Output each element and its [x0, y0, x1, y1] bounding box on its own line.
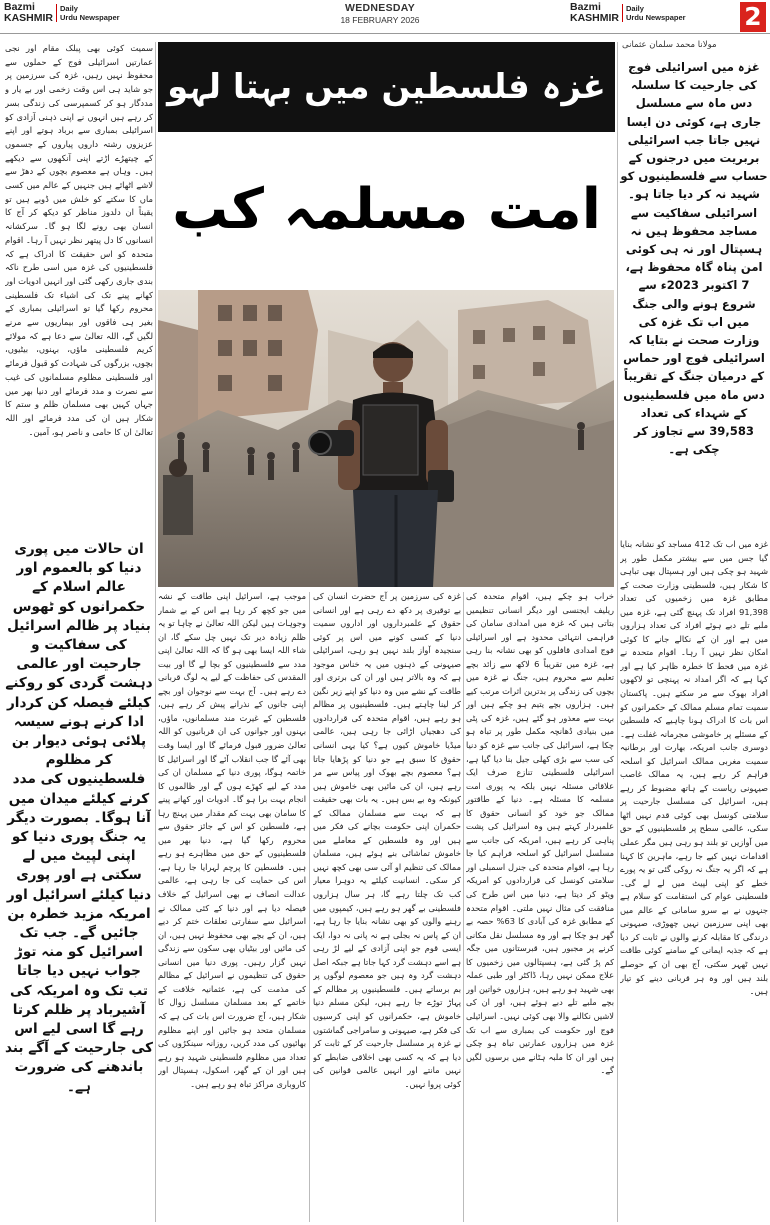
brand-name-line1: Bazmi [4, 1, 35, 13]
headline-block [158, 42, 615, 285]
right-lead-column: غزہ میں اسرائیلی فوج کی جارحیت کا سلسلہ دس ماہ سے مسلسل جاری ہے، کوئی دن ایسا نہیں جاتا جب اسرائیلی بربریت میں درجنوں کے حساب سے فلسطینیوں کو شہید نہ کر دیا جاتا ہو۔ اسرائیلی سفاکیت سے مساجد محفوظ ہیں نہ ہسپتال اور نہ ہی کوئی امن پناہ گاہ محفوظ ہے، 7 اکتوبر 2023ء سے شروع ہونے والی جنگ میں اب تک غزہ کی وزارت صحت نے بتایا کہ اسرائیلی فوج اور حماس کے درمیان جنگ کے تقریباً دس ماہ میں فلسطینیوں کے شہداء کی تعداد 39,583 سے تجاوز کر چکی ہے۔ [620, 60, 768, 457]
author-byline: مولانا محمد سلمان عثمانی [622, 40, 717, 50]
brand-right [570, 2, 686, 24]
brand-name-line2: KASHMIR [570, 12, 619, 24]
rubble-scene-illustration [158, 290, 614, 587]
issue-date-text: 18 FEBRUARY 2026 [340, 15, 420, 25]
page-number: 2 [740, 2, 766, 32]
body-column-3: خراب ہو چکے ہیں، اقوام متحدہ کی ریلیف ایجنسی اور دیگر انسانی تنظیمیں بتاتی ہیں کہ غزہ میں امدادی سامان کی فراہمی انتہائی محدود ہے اور اسرائیلی فوج امدادی قافلوں کو بھی نشانہ بنا رہی ہے، غزہ میں تقریباً 6 لاکھ سے زائد بچے تعلیم سے محروم ہیں، جنگ نے غزہ میں بچوں کی زندگی پر بدترین اثرات مرتب کیے ہیں۔ ہزاروں بچے یتیم ہو چکے ہیں اور بہت سے معذور ہو گئے ہیں، غزہ کی پٹی میں بنیادی ڈھانچہ مکمل طور پر تباہ ہو چکا ہے، اسرائیل کی جانب سے غزہ کو دنیا کی سب سے بڑی کھلی جیل بنا دیا گیا ہے، اسرائیلی فلسطینی تنازع صرف ایک علاقائی مسئلہ نہیں بلکہ یہ پوری امت مسلمہ کا مسئلہ ہے۔ دنیا کے طاقتور ممالک جو خود کو انسانی حقوق کا علمبردار کہتے ہیں وہ اسرائیل کی پشت پناہی کر رہے ہیں، امریکہ کی جانب سے مسلسل اسرائیل کو اسلحہ فراہم کیا جا رہا ہے، اقوام متحدہ کی جنرل اسمبلی اور سلامتی کونسل کی قراردادوں کو امریکہ ویٹو کر دیتا ہے، دنیا میں اس طرح کی منافقت کی مثال نہیں ملتی۔ اقوام متحدہ کے مطابق غزہ کی آبادی کا 63% حصہ بے گھر ہو چکا ہے اور وہ مسلسل نقل مکانی کرنے پر مجبور ہیں، قبرستانوں میں جگہ کم پڑ گئی ہے، ہسپتالوں میں زخمیوں کا علاج ممکن نہیں رہا، ڈاکٹر اور طبی عملہ بھی شہید ہو رہے ہیں، ہزاروں خواتین اور بچے ملبے تلے دبے ہوئے ہیں، اور ان کی لاشیں نکالنے والا بھی کوئی نہیں۔ اسرائیلی فوج اور حکومت کی بمباری سے اب تک غزہ میں ہزاروں عمارتیں تباہ ہو چکی ہیں اور ان کا ملبہ ہٹانے میں برسوں لگیں گے۔ [466, 591, 614, 1076]
headline-primary: غزہ فلسطین میں بہتا لہو [158, 42, 615, 132]
brand-name [4, 2, 53, 24]
body-column-1: موجب ہے، اسرائیل اپنی طاقت کے نشہ میں جو کچھ کر رہا ہے اس کے بے شمار وجوہات ہیں لیکن اللہ تعالیٰ نے چاہا تو یہ ظلم زیادہ دیر تک نہیں چل سکے گا، ان شاء اللہ ایسا بھی ہو گا کہ اللہ تعالیٰ اپنی مدد سے فلسطینیوں کو بچا لے گا اور بیت المقدس کی حفاظت کے لیے یہ لوگ قربانی دے رہے ہیں۔ آج بہت سے نوجوان اور بچے اپنی جانوں کے نذرانے پیش کر رہے ہیں، فلسطین کے غیرت مند مسلمانوں، ماؤں، بہنوں اور جوانوں کی ان قربانیوں کو اللہ تعالیٰ ضرور قبول فرمائے گا اور ایسا وقت بھی آئے گا جب انقلاب آئے گا اور اسرائیل کا خاتمہ ہوگا، پوری دنیا کے مسلمان ان کی مدد کے لیے کھڑے ہوں گے اور ظالموں کا انجام بہت برا ہو گا۔ ادویات اور کھانے پینے کا سامان بھی بہت کم مقدار میں پہنچ رہا ہے، فلسطین کو اس کے جائز حقوق سے محروم رکھا گیا ہے، دنیا بھر میں فلسطینیوں کے حق میں مظاہرے ہو رہے ہیں۔ فلسطین کا پرچم لہرایا جا رہا ہے، اس کی حمایت کی جا رہی ہے، عالمی عدالت انصاف نے بھی اسرائیل کے خلاف فیصلہ دیا ہے اور دنیا کے کئی ممالک نے اسرائیل سے سفارتی تعلقات ختم کر دیے ہیں، ان کے بچے بھی محفوظ نہیں ہیں، ان کی مائیں اور بیٹیاں بھی سکون سے زندگی نہیں گزار رہیں۔ پوری دنیا میں انسانی حقوق کی تنظیموں نے اسرائیل کے مظالم کی مذمت کی ہے، عثمانیہ خلافت کے خاتمے کے بعد مسلمان مسلسل زوال کا شکار ہیں، آج ضرورت اس بات کی ہے کہ مسلمان متحد ہو جائیں اور اپنے مظلوم بھائیوں کی مدد کریں، روزانہ سینکڑوں کی تعداد میں مظلوم فلسطینی شہید ہو رہے ہیں اور ان کے گھر، اسکول، ہسپتال اور کاروباری مراکز تباہ ہو رہے ہیں۔ [158, 591, 306, 1089]
brand-sub-line2: Urdu Newspaper [626, 13, 686, 22]
news-photo [158, 290, 614, 587]
body-column-2: غزہ کی سرزمین پر آج حضرت انسان کی بے توقیری پر دکھ دے رہی ہے اور انسانی حقوق کے علمبرداروں اور اداروں سمیت دنیا کے کسی کونے میں اس پر کوئی سنجیدہ آواز بلند نہیں ہو رہی، اسرائیلی صیہونی کے ذہنوں میں یہ خناس موجود ہے کہ وہ بالاتر ہیں اور ان کی برتری اور طاقت کے نشے میں وہ دنیا کو اپنے زیر نگین کر لینا چاہتے ہیں۔ فلسطینیوں پر مظالم ہو رہے ہیں، اقوام متحدہ کی قراردادوں کی دھجیاں اڑائی جا رہی ہیں، عالمی میڈیا خاموش کیوں ہے؟ کیا یہی انسانی حقوق کا سبق ہے جو دنیا کو پڑھایا جاتا ہے؟ معصوم بچے بھوک اور پیاس سے مر رہے ہیں، ان کی مائیں بھی خاموش ہیں کیونکہ وہ بے بس ہیں۔ یہ بات بھی حقیقت ہے کہ بہت سے مسلمان ممالک کے حکمران اپنی حکومت بچانے کی فکر میں ہیں اور وہ فلسطین کے معاملے میں خاموش تماشائی بنے ہوئے ہیں، مسلمان ممالک کی تنظیم او آئی سی بھی کچھ نہیں کر سکی۔ انسانیت کیلئے یہ دوہرا معیار کب تک چلتا رہے گا، ہر سال ہزاروں فلسطینی بے گھر ہو رہے ہیں، کیمپوں میں رہنے والوں کو بھی نشانہ بنایا جا رہا ہے، ان کے پاس نہ بجلی ہے نہ پانی نہ دوا، ایک ایسی قوم جو اپنی آزادی کے لیے لڑ رہی ہے اسے دہشت گرد کہا جاتا ہے جبکہ اصل دہشت گرد وہ ہیں جو معصوم لوگوں پر بم برساتے ہیں۔ فلسطینیوں پر مظالم کے پہاڑ توڑے جا رہے ہیں، لیکن مسلم دنیا خاموش ہے، حکمرانوں کو اپنی کرسیوں کی فکر ہے، صیہونی و سامراجی گماشتوں نے غزہ پر مسلسل جارحیت کر کے ثابت کر دیا ہے کہ یہ کسی بھی اخلاقی ضابطے کو نہیں مانتے اور انہیں عالمی قوانین کی کوئی پروا نہیں۔ [313, 591, 461, 1089]
left-column-text: سمیت کوئی بھی پبلک مقام اور نجی عمارتیں اسرائیلی فوج کے حملوں سے محفوظ نہیں رہیں، غزہ کی سرزمین پر جو شاید ہی اس وقت زخمی اور بے یار و مددگار ہو کر کسمپرسی کی زندگی بسر کر رہے ہیں انہوں نے اپنی ذہنی آزادی کو اسرائیلی بمباری سے برباد ہوتے اور اپنے عزیزوں رشتہ داروں پیاروں کے جسموں کے چیتھڑے اڑتے اپنی آنکھوں سے دیکھے ہیں۔ وہاں ہے معصوم بچوں کے دھڑ سے لاشے اٹھائے ہیں جنہیں کے عالم میں کسی ماں کا سکتے کو خلش میں ڈوبے ہیں تو یقیناً ان دلدوز مناظر کو دیکھ کر آج کا انسان بھی رونے لگا ہو گا۔ سرکشانہ انسانوں کا دل پیتھر نظر نہیں آ رہا۔ اقوام متحدہ کو اس حقیقت کا ادراک ہے کہ فلسطینیوں کی غزہ میں اسی طرح ناکہ بندی جاری رکھی گئی اور انہیں ادویات اور کھانے پینے تک کی اشیاء تک فلسطینی محروم رکھا گیا تو اسرائیلی بمباری کے بغیر ہی فاقوں اور بیماریوں سے مرنے لگیں گے، اللہ تعالیٰ سے دعا ہے کہ مولائے کریم فلسطینی ماؤں، بہنوں، بیٹیوں، بچوں، بزرگوں کی شہادت کو قبول فرمائے اور فلسطینی مظلوم مسلمانوں کی غیب سے نصرت و مدد فرمائے اور دنیا بھر میں جہاں کہیں بھی مسلمان ظلم و ستم کا شکار ہیں ان کی مدد فرمائے اور اللہ تعالیٰ ان کا حامی و ناصر ہو، آمین۔ [5, 43, 153, 437]
headline-secondary: امت مسلمہ کب [172, 177, 601, 242]
brand-name [570, 2, 619, 24]
column-divider [309, 592, 310, 1222]
column-divider [617, 42, 618, 1222]
issue-date [300, 2, 460, 25]
brand-subtitle [56, 4, 120, 22]
brand-subtitle [622, 4, 686, 22]
brand-sub-line2: Urdu Newspaper [60, 13, 120, 22]
issue-day: WEDNESDAY [345, 2, 415, 14]
brand-sub-line1: Daily [60, 4, 78, 13]
brand-left [4, 2, 120, 24]
column-divider [463, 592, 464, 1222]
masthead [0, 0, 770, 34]
brand-name-line1: Bazmi [570, 1, 601, 13]
column-divider [155, 42, 156, 1222]
brand-name-line2: KASHMIR [4, 12, 53, 24]
left-bold-column: ان حالات میں پوری دنیا کو بالعموم اور عالم اسلام کے حکمرانوں کو ٹھوس بنیاد پر ظالم اسرائیل کی سفاکیت و جارحیت اور عالمی دہشت گردی کو روکنے کیلئے فیصلہ کن کردار ادا کرنے ہونے سیسہ پلائی ہوئی دیوار بن کر مظلوم فلسطینیوں کی مدد کرنے کیلئے میدان میں آنا ہوگا۔ بصورت دیگر یہ جنگ پوری دنیا کو اپنی لپیٹ میں لے سکتی ہے اور پوری دنیا کیلئے اسرائیل اور امریکہ مزید خطرہ بن جائیں گے۔ جب تک اسرائیل کو منہ توڑ جواب نہیں دیا جاتا تب تک وہ امریکہ کی آشیرباد پر ظلم کرتا رہے گا اسی لیے اس کی جارحیت کے آگے بند باندھنے کی ضرورت ہے۔ [5, 541, 153, 1095]
body-column-4: غزہ میں اب تک 412 مساجد کو نشانہ بنایا گیا جس میں سے بیشتر مکمل طور پر شہید ہو چکی ہیں اور ہسپتال بھی تباہی کا شکار ہیں، فلسطینی وزارت صحت کے مطابق غزہ میں زخمیوں کی تعداد 91,398 افراد تک پہنچ گئی ہے، غزہ میں ملبے تلے دبے ہوئے افراد کی تعداد ہزاروں میں ہے اور ان کے نکالے جانے کا کوئی امکان نظر نہیں آ رہا۔ اقوام متحدہ نے غزہ میں قحط کا خطرہ ظاہر کیا ہے اور کہا ہے کہ اگر امداد نہ پہنچی تو لاکھوں افراد بھوک سے مر سکتے ہیں۔ پاکستان سمیت تمام مسلم ممالک کے حکمرانوں کو اس بات کا ادراک ہونا چاہیے کہ فلسطین کے مسئلے پر خاموشی مجرمانہ غفلت ہے۔ دوسری جانب امریکہ، بھارت اور برطانیہ سمیت مغربی ممالک اسرائیل کو اسلحہ فراہم کر رہے ہیں، یہ ممالک غاصب صیہونی ریاست کے ہاتھ مضبوط کر رہے ہیں، اسرائیل کی مسلسل جارحیت پر سلامتی کونسل بھی کوئی قدم نہیں اٹھا سکی، عالمی سطح پر فلسطینیوں کے حق میں آوازیں تو بلند ہو رہی ہیں مگر عملی اقدامات نہیں کیے جا رہے، ماہرین کا کہنا ہے کہ اگر یہ جنگ نہ روکی گئی تو یہ پورے خطے کو اپنی لپیٹ میں لے لے گی۔ فلسطینی عوام کی استقامت کو سلام ہے جنہوں نے بے سرو سامانی کے عالم میں بھی اپنی سرزمین نہیں چھوڑی، صیہونی درندگی کا مقابلہ کرنے والوں نے ثابت کر دیا ہے کہ جذبہ ایمانی کے سامنے کوئی طاقت نہیں ٹھہر سکتی، آج بھی ان کے حوصلے بلند ہیں اور وہ ہر قربانی دینے کو تیار ہیں۔ [620, 539, 768, 997]
brand-sub-line1: Daily [626, 4, 644, 13]
